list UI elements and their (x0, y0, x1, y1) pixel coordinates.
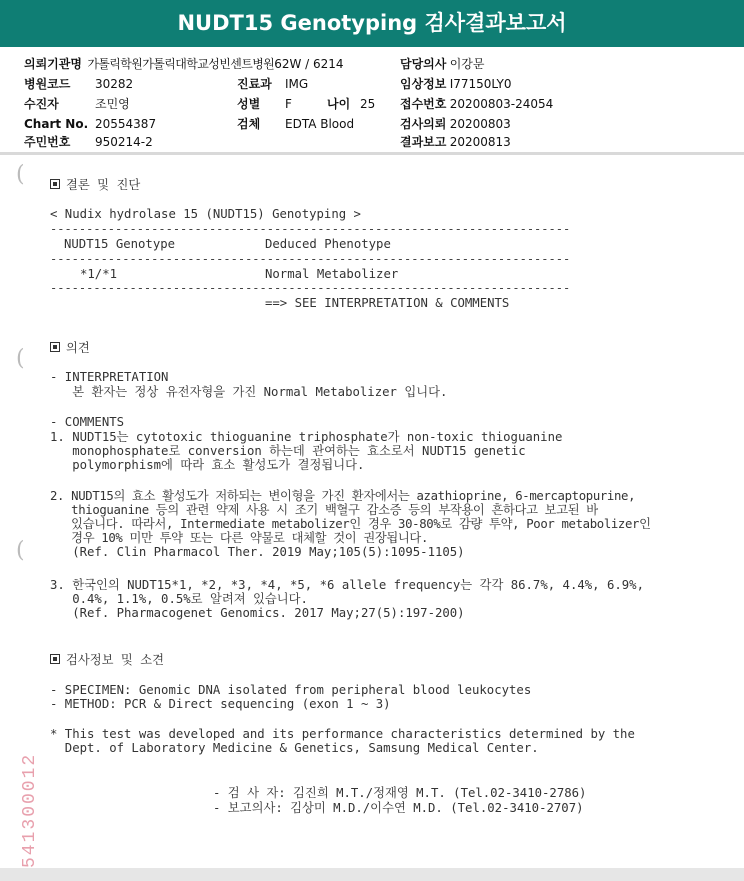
divider: ------------------------------------------------------------------------ (50, 281, 571, 295)
specimen-info: - SPECIMEN: Genomic DNA isolated from peripheral blood leukocytes (50, 683, 532, 697)
rrn-label: 주민번호 (24, 135, 71, 149)
comment-2-line: 2. NUDT15의 효소 활성도가 저하되는 변이형을 가진 환자에서는 azathioprine, 6-mercaptopurine, (50, 489, 636, 503)
patient-value: 조민영 (95, 97, 130, 111)
age-label: 나이 (327, 97, 351, 111)
hospital-code-value: 30282 (95, 77, 134, 91)
doctor-value: 이강문 (449, 57, 485, 71)
comment-2-line: thioguanine 등의 관련 약제 사용 시 조기 백혈구 감소증 등의 부작용이 흔하다고 보고된 바 (50, 503, 598, 517)
col-genotype: NUDT15 Genotype (64, 237, 176, 251)
comments-title: - COMMENTS (50, 415, 125, 429)
institution-row (24, 55, 344, 73)
dept-value: IMG (285, 77, 309, 91)
hospital-code-row (24, 75, 70, 93)
institution-value: 가톨릭학원가톨릭대학교성빈센트병원 (87, 57, 275, 71)
disclaimer-line: * This test was developed and its performance characteristics determined by the (50, 727, 635, 741)
institution-label: 의뢰기관명 (24, 57, 82, 71)
comment-2-line: 경우 10% 미만 투약 또는 다른 약물로 대체할 것이 권장됩니다. (50, 531, 429, 545)
report-value: 20200813 (449, 135, 511, 149)
comment-3-ref: (Ref. Pharmacogenet Genomics. 2017 May;27(5):197-200) (50, 606, 465, 620)
section-testinfo-heading: 검사정보 및 소견 (50, 653, 164, 667)
doctor-row (400, 55, 485, 73)
receipt-value: 20200803-24054 (449, 97, 554, 111)
request-label: 검사의뢰 (400, 117, 447, 131)
chart-label: Chart No. (24, 117, 89, 131)
doctor-label: 담당의사 (400, 57, 447, 71)
clinical-value: I77150LY0 (449, 77, 512, 91)
request-value: 20200803 (449, 117, 511, 131)
specimen-number-stamp: 541300012 (20, 752, 40, 868)
report-row (400, 133, 511, 151)
request-row (400, 115, 511, 133)
hospital-code-label: 병원코드 (24, 77, 71, 91)
method-info: - METHOD: PCR & Direct sequencing (exon 1 ~ 3) (50, 697, 391, 711)
age-value: 25 (360, 97, 376, 111)
specimen-value: EDTA Blood (285, 117, 355, 131)
chart-value: 20554387 (95, 117, 157, 131)
comment-2-line: 있습니다. 따라서, Intermediate metabolizer인 경우 30-80%로 감량 투약, Poor metabolizer인 (50, 517, 651, 531)
square-bullet-icon (50, 342, 60, 352)
bracket-mark: ( (16, 346, 25, 371)
reporter-signature: - 보고의사: 김상미 M.D./이수연 M.D. (Tel.02-3410-2707) (213, 801, 584, 815)
ward-value: 62W / 6214 (274, 57, 344, 71)
bracket-mark: ( (16, 162, 25, 187)
see-interpretation: ==> SEE INTERPRETATION & COMMENTS (265, 296, 510, 310)
receipt-label: 접수번호 (400, 97, 447, 111)
section-conclusion-heading: 결론 및 진단 (50, 178, 140, 192)
tester-signature: - 검 사 자: 김진희 M.T./정재영 M.T. (Tel.02-3410-2786) (213, 786, 587, 800)
bottom-edge (0, 868, 744, 881)
disclaimer-line: Dept. of Laboratory Medicine & Genetics, Samsung Medical Center. (50, 741, 539, 755)
divider: ------------------------------------------------------------------------ (50, 222, 571, 236)
patient-label: 수진자 (24, 97, 59, 111)
genotyping-subtitle: < Nudix hydrolase 15 (NUDT15) Genotyping > (50, 207, 361, 221)
sex-value: F (285, 97, 292, 111)
comment-1-line: monophosphate로 conversion 하는데 관여하는 효소로서 NUDT15 genetic (50, 444, 526, 458)
report-label: 결과보고 (400, 135, 447, 149)
phenotype-value: Normal Metabolizer (265, 267, 399, 281)
comment-1-line: polymorphism에 따라 효소 활성도가 결정됩니다. (50, 458, 365, 472)
section-opinion-heading: 의견 (50, 341, 90, 355)
clinical-row (400, 75, 512, 93)
sex-label: 성별 (237, 97, 261, 111)
comment-3-line: 0.4%, 1.1%, 0.5%로 알려져 있습니다. (50, 592, 308, 606)
divider: ------------------------------------------------------------------------ (50, 252, 571, 266)
bracket-mark: ( (16, 538, 25, 563)
comment-1-line: 1. NUDT15는 cytotoxic thioguanine triphosphate가 non-toxic thioguanine (50, 430, 563, 444)
interpretation-title: - INTERPRETATION (50, 370, 169, 384)
interpretation-text: 본 환자는 정상 유전자형을 가진 Normal Metabolizer 입니다. (50, 385, 448, 399)
genotype-value: *1/*1 (80, 267, 118, 281)
square-bullet-icon (50, 654, 60, 664)
col-phenotype: Deduced Phenotype (265, 237, 391, 251)
report-title: NUDT15 Genotyping 검사결과보고서 (0, 0, 744, 47)
specimen-label: 검체 (237, 117, 261, 131)
comment-3-line: 3. 한국인의 NUDT15*1, *2, *3, *4, *5, *6 allele frequency는 각각 86.7%, 4.4%, 6.9%, (50, 578, 644, 592)
header-divider (0, 152, 744, 155)
rrn-value: 950214-2 (95, 135, 153, 149)
receipt-row (400, 95, 553, 113)
comment-2-ref: (Ref. Clin Pharmacol Ther. 2019 May;105(5):1095-1105) (50, 545, 465, 559)
square-bullet-icon (50, 179, 60, 189)
clinical-label: 임상정보 (400, 77, 447, 91)
dept-label: 진료과 (237, 77, 272, 91)
